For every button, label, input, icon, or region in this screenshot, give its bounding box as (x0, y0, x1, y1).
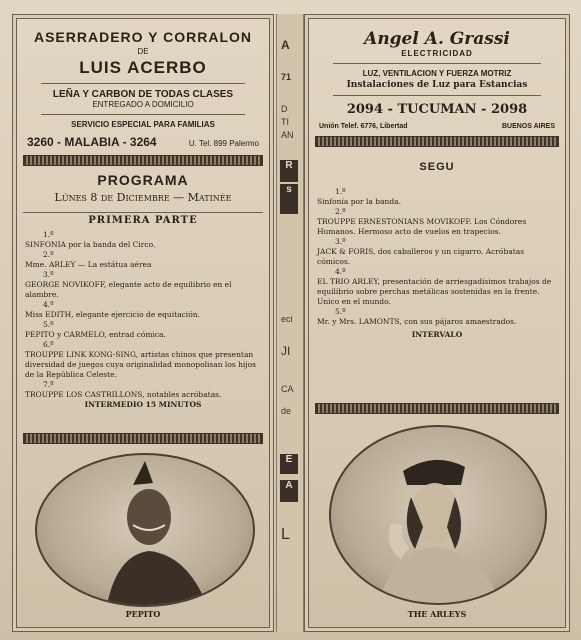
right-city: BUENOS AIRES (501, 123, 555, 130)
fragment-text: de (281, 406, 292, 416)
right-panel (304, 14, 570, 632)
right-header-sub: ELECTRICIDAD (401, 49, 473, 58)
item-number: 5.º (43, 320, 54, 329)
intermission-label: INTERVALO (411, 330, 463, 339)
item-number: 4.º (335, 267, 346, 276)
left-header-line4: ENTREGADO A DOMICILIO (92, 100, 194, 109)
item-number: 1.º (43, 230, 54, 239)
pepito-photo-figure (37, 455, 253, 605)
right-divider-2 (333, 95, 541, 96)
item-number: 5.º (335, 307, 346, 316)
right-line3: Instalaciones de Luz para Estancias (346, 80, 528, 90)
fragment-text: JI (281, 344, 291, 358)
program-item: TROUPPE LINK KONG-SING, artistas chinos que presentan diversidad de juegos cuya originalidad monopolisan los hijos de la República Celeste. (25, 350, 256, 379)
program-item: Mme. ARLEY — La estátua aérea (25, 260, 152, 269)
left-header-de: DE (137, 47, 149, 56)
left-ornament-bar (23, 155, 263, 166)
program-item: PEPITO y CARMELO, entrad cómica. (25, 330, 166, 339)
right-ornament-bar-2 (315, 403, 559, 414)
arleys-photo (329, 425, 547, 605)
program-subtitle: Lúnes 8 de Diciembre — Matinée (54, 191, 232, 204)
part-title: PRIMERA PARTE (88, 215, 198, 226)
program-item: SINFONIA por la banda del Circo. (25, 240, 156, 249)
arleys-caption: THE ARLEYS (407, 609, 467, 619)
right-line2: LUZ, VENTILACION Y FUERZA MOTRIZ (362, 69, 512, 78)
left-service: SERVICIO ESPECIAL PARA FAMILIAS (71, 120, 215, 129)
item-number: 3.º (335, 237, 346, 246)
item-number: 4.º (43, 300, 54, 309)
program-item: Mr. y Mrs. LAMONTS, con sus pájaros amaestrados. (317, 317, 517, 326)
program-item: GEORGE NOVIKOFF, elegante acto de equilibrio en el alambre. (25, 280, 232, 299)
fragment-text: CA (281, 384, 294, 394)
right-phone-row (319, 123, 555, 130)
left-phone: U. Tel. 899 Palermo (188, 139, 259, 148)
right-divider (333, 63, 541, 64)
right-program-list (317, 187, 557, 340)
right-header-name: Angel A. Grassi (364, 29, 510, 49)
left-panel (12, 14, 274, 632)
section-title: SEGU (419, 161, 455, 173)
program-item: JACK & FORIS, dos caballeros y un cigarro. Acróbatas cómicos. (317, 247, 525, 266)
left-divider (41, 83, 245, 84)
program-title: PROGRAMA (97, 172, 189, 188)
left-address-row (27, 135, 259, 149)
intermission-label: INTERMEDIO 15 MINUTOS (84, 400, 202, 409)
item-number: 7.º (43, 380, 54, 389)
item-number: 6.º (43, 340, 54, 349)
fragment-box: E (280, 454, 298, 474)
fragment-text: TI (281, 117, 289, 127)
right-address: 2094 - TUCUMAN - 2098 (346, 102, 528, 117)
program-item: EL TRIO ARLEY, presentación de arriesgadísimos trabajos de equilibrio sobre perchas metálicas sostenidas en la frente. Unico en el mundo. (317, 277, 552, 306)
fragment-text: A (281, 38, 290, 52)
fragment-text: L (281, 526, 290, 543)
fragment-box: A (280, 480, 298, 502)
left-header-line3: LEÑA Y CARBON DE TODAS CLASES (52, 89, 234, 100)
fragment-text: eci (281, 314, 293, 324)
item-number: 1.º (335, 187, 346, 196)
arleys-photo-figure (331, 427, 545, 603)
left-header-line1: ASERRADERO Y CORRALON (33, 29, 253, 45)
fragment-text: D (281, 104, 288, 114)
right-ornament-bar (315, 136, 559, 147)
program-item: Sinfonía por la banda. (317, 197, 402, 206)
left-divider-2 (41, 114, 245, 115)
item-number: 3.º (43, 270, 54, 279)
fragment-box: s (280, 184, 298, 214)
right-phone: Unión Telef. 6776, Libertad (319, 123, 408, 130)
left-address: 3260 - MALABIA - 3264 (27, 135, 157, 149)
left-ornament-bar-2 (23, 433, 263, 444)
fragment-box: R (280, 160, 298, 182)
program-item: TROUPPE ERNESTONIANS MOVIKOFF. Los Cóndores Humanos. Hermoso acto de vuelos en trapecios. (317, 217, 527, 236)
fragment-text: 71 (281, 72, 292, 82)
pepito-caption: PEPITO (125, 609, 161, 619)
left-program-list (25, 230, 261, 410)
pepito-photo (35, 453, 255, 607)
program-item: TROUPPE LOS CASTRILLONS, notables acróbatas. (25, 390, 222, 399)
item-number: 2.º (43, 250, 54, 259)
fragment-text: AN (281, 130, 294, 140)
left-header-name: LUIS ACERBO (79, 58, 207, 77)
item-number: 2.º (335, 207, 346, 216)
left-divider-3 (23, 212, 263, 213)
program-item: Miss EDITH, elegante ejercicio de equitación. (25, 310, 200, 319)
folded-middle-strip (276, 14, 304, 632)
